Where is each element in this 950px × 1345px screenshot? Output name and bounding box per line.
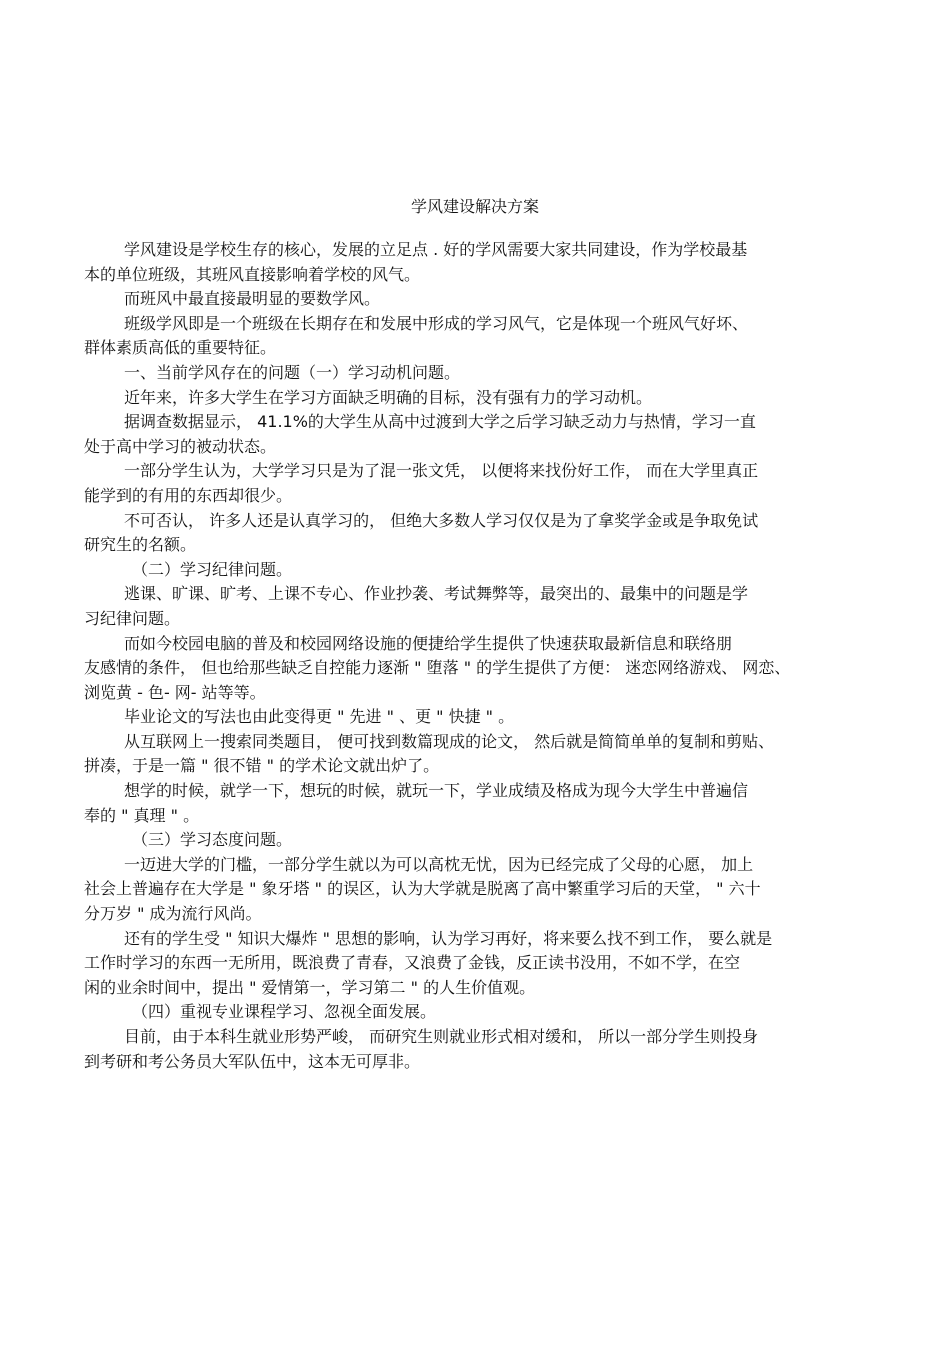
text-line: 友感情的条件， 但也给那些缺乏自控能力逐渐 " 堕落 " 的学生提供了方便： 迷恋网络游戏、 网恋、 (84, 658, 791, 678)
paragraph (84, 459, 864, 508)
text-line: 据调查数据显示， 41.1%的大学生从高中过渡到大学之后学习缺乏动力与热情，学习一直 (124, 412, 756, 432)
text-line: 从互联网上一搜索同类题目， 便可找到数篇现成的论文， 然后就是简简单单的复制和剪贴、 (124, 731, 775, 751)
text-line: 研究生的名额。 (84, 535, 197, 555)
text-line: 不可否认， 许多人还是认真学习的， 但绝大多数人学习仅仅是为了拿奖学金或是争取免试 (124, 510, 759, 530)
document-body (84, 238, 864, 1074)
text-line: 闲的业余时间中，提出 " 爱情第一，学习第二 " 的人生价值观。 (84, 977, 536, 997)
paragraph (84, 509, 864, 558)
text-line: 拼凑，于是一篇 " 很不错 " 的学术论文就出炉了。 (84, 756, 440, 776)
text-line: 群体素质高低的重要特征。 (84, 338, 277, 358)
text-line: 分万岁 " 成为流行风尚。 (84, 904, 262, 924)
document-title: 学风建设解决方案 (410, 197, 539, 216)
text-line: 社会上普遍存在大学是 " 象牙塔 " 的误区，认为大学就是脱离了高中繁重学习后的天堂， " 六十 (84, 879, 761, 899)
text-line: 一、当前学风存在的问题（一）学习动机问题。 (124, 362, 461, 382)
text-line: 还有的学生受 " 知识大爆炸 " 思想的影响，认为学习再好，将来要么找不到工作， 要么就是 (124, 928, 773, 948)
text-line: 奉的 " 真理 " 。 (84, 805, 200, 825)
text-line: （三）学习态度问题。 (132, 830, 293, 850)
paragraph (84, 386, 864, 411)
text-line: 而如今校园电脑的普及和校园网络设施的便捷给学生提供了快速获取最新信息和联络朋 (124, 633, 733, 653)
paragraph (84, 312, 864, 361)
text-line: 习纪律问题。 (84, 608, 181, 628)
text-line: （四）重视专业课程学习、忽视全面发展。 (132, 1002, 437, 1022)
text-line: 本的单位班级，其班风直接影响着学校的风气。 (84, 264, 421, 284)
text-line: 逃课、旷课、旷考、上课不专心、作业抄袭、考试舞弊等，最突出的、最集中的问题是学 (124, 584, 749, 604)
paragraph (84, 927, 864, 1001)
text-line: 学风建设是学校生存的核心，发展的立足点 . 好的学风需要大家共同建设，作为学校最基 (124, 240, 748, 259)
text-line: 目前，由于本科生就业形势严峻， 而研究生则就业形式相对缓和， 所以一部分学生则投身 (124, 1027, 759, 1046)
paragraph (84, 238, 864, 287)
text-line: 处于高中学习的被动状态。 (84, 436, 277, 456)
paragraph (84, 853, 864, 927)
paragraph (84, 779, 864, 828)
text-line: 近年来，许多大学生在学习方面缺乏明确的目标，没有强有力的学习动机。 (124, 387, 653, 407)
section-heading (84, 361, 864, 386)
text-line: 而班风中最直接最明显的要数学风。 (124, 289, 381, 309)
text-line: 班级学风即是一个班级在长期存在和发展中形成的学习风气，它是体现一个班风气好坏、 (124, 313, 749, 333)
paragraph (84, 410, 864, 459)
subsection-heading (84, 1000, 864, 1025)
text-line: （二）学习纪律问题。 (132, 559, 293, 579)
text-line: 浏览黄 - 色- 网- 站等等。 (84, 682, 266, 702)
subsection-heading (84, 828, 864, 853)
text-line: 一部分学生认为，大学学习只是为了混一张文凭， 以便将来找份好工作， 而在大学里真正 (124, 461, 759, 481)
text-line: 能学到的有用的东西却很少。 (84, 485, 293, 505)
text-line: 毕业论文的写法也由此变得更 " 先进 " 、更 " 快捷 " 。 (124, 707, 515, 727)
paragraph (84, 287, 864, 312)
paragraph (84, 705, 864, 730)
text-line: 到考研和考公务员大军队伍中，这本无可厚非。 (84, 1051, 421, 1071)
text-line: 一迈进大学的门槛，一部分学生就以为可以高枕无忧，因为已经完成了父母的心愿， 加上 (124, 854, 754, 874)
paragraph (84, 582, 864, 631)
subsection-heading (84, 558, 864, 583)
text-line: 想学的时候，就学一下，想玩的时候，就玩一下，学业成绩及格成为现今大学生中普遍信 (124, 781, 749, 801)
text-line: 工作时学习的东西一无所用，既浪费了青春，又浪费了金钱，反正读书没用，不如不学，在空 (84, 953, 741, 973)
paragraph (84, 730, 864, 779)
paragraph (84, 632, 864, 706)
paragraph (84, 1025, 864, 1074)
